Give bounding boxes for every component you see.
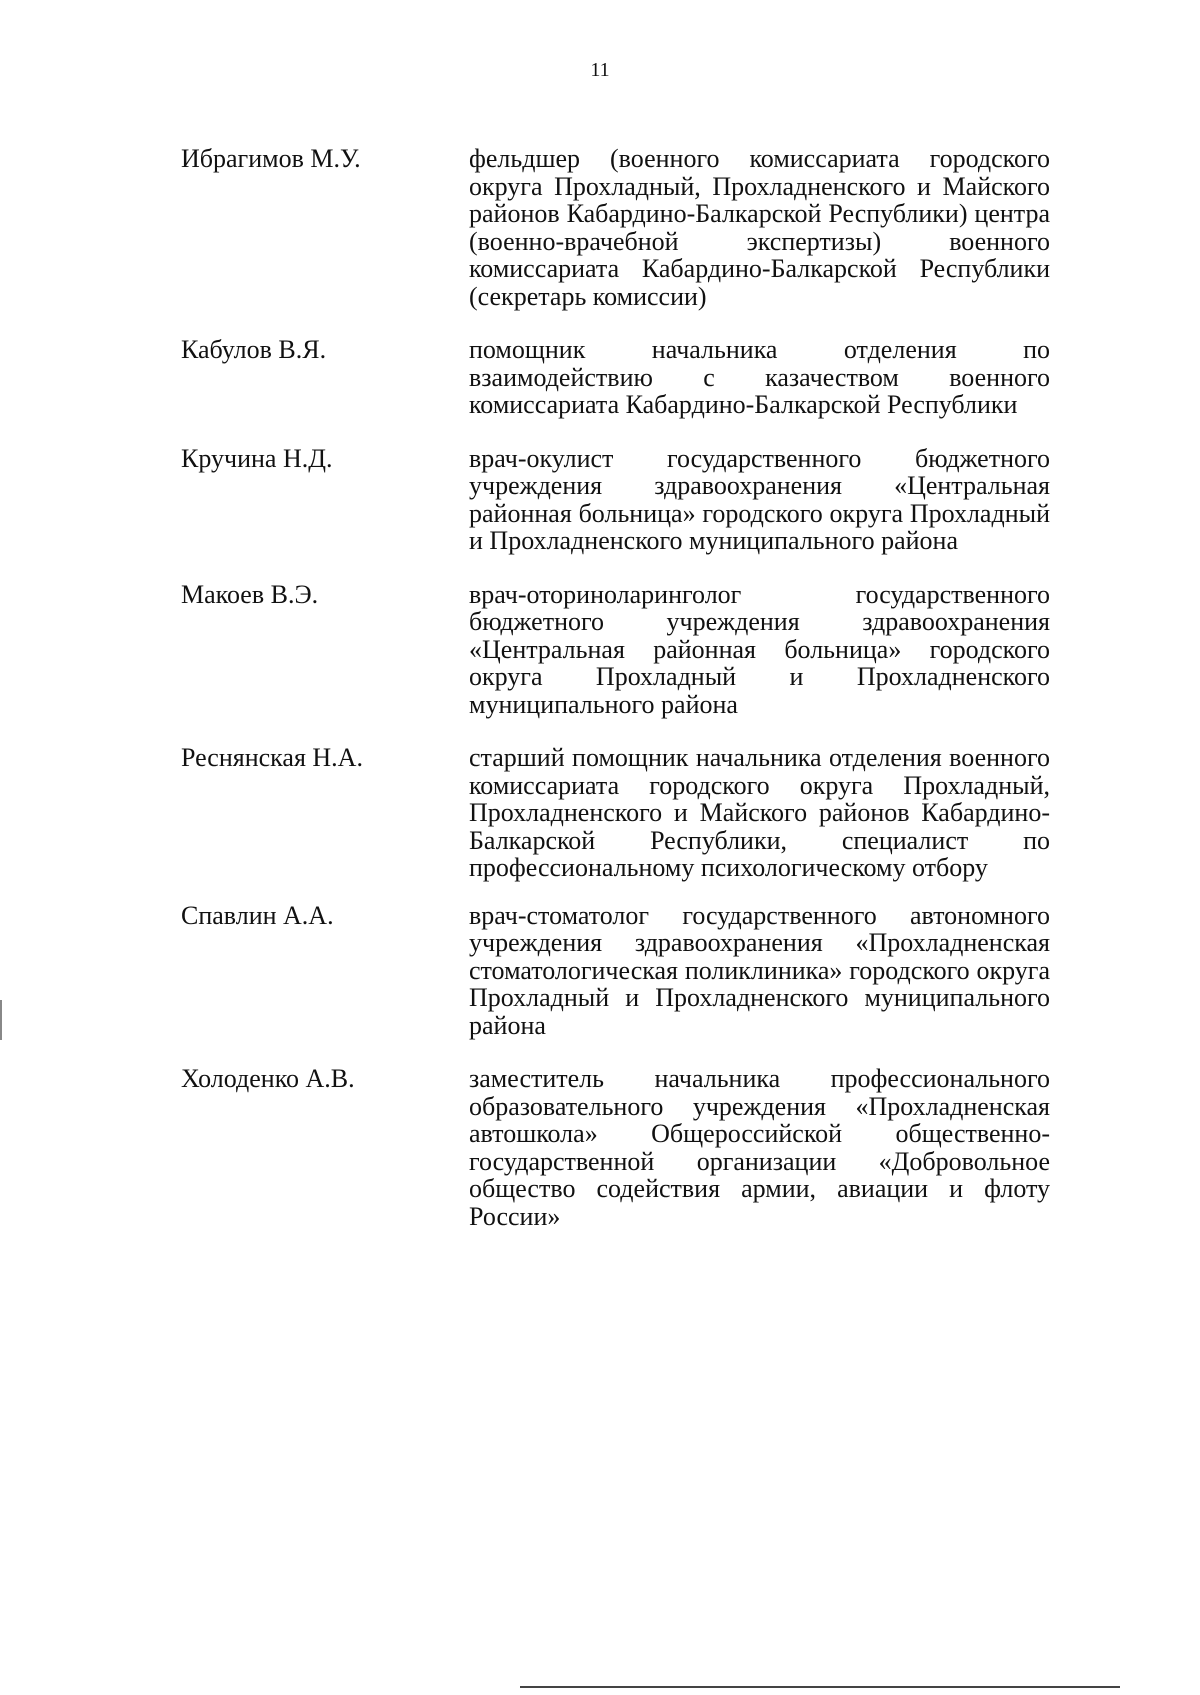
member-position: фельдшер (военного комиссариата городского округа Прохладный, Прохладненского и Майского районов Кабардино-Балкарской Республики) центра (военно-врачебной экспертизы) военного комиссариата Кабардино-Балкарской Республики (секретарь комиссии) (469, 144, 1050, 311)
list-item (0, 1065, 1200, 1230)
member-position: заместитель начальника профессионального образовательного учреждения «Прохладненская автошкола» Общероссийской общественно-государственной организации «Добровольное общество содействия армии, авиации и флоту России» (469, 1064, 1050, 1231)
list-item (0, 744, 1200, 882)
bottom-scan-line (520, 1686, 1120, 1688)
member-position: врач-окулист государственного бюджетного учреждения здравоохранения «Центральная районная больница» городского округа Прохладный и Прохладненского муниципального района (469, 443, 1050, 555)
page-number: 11 (590, 59, 610, 81)
member-position: помощник начальника отделения по взаимодействию с казачеством военного комиссариата Кабардино-Балкарской Республики (469, 335, 1050, 419)
member-list (0, 145, 1200, 1230)
list-item (0, 581, 1200, 719)
member-name: Холоденко А.В. (181, 1064, 355, 1093)
member-name: Кручина Н.Д. (181, 443, 333, 473)
list-item (0, 145, 1200, 310)
list-item (0, 445, 1200, 555)
member-position: старший помощник начальника отделения военного комиссариата городского округа Прохладный, Прохладненского и Майского районов Кабардино-Балкарской Республики, специалист по профессиональному психологическому отбору (469, 743, 1050, 882)
list-item (0, 902, 1200, 1040)
member-name: Макоев В.Э. (181, 579, 319, 609)
member-name: Кабулов В.Я. (181, 335, 327, 364)
member-name: Спавлин А.А. (181, 900, 334, 930)
member-position: врач-оториноларинголог государственного бюджетного учреждения здравоохранения «Центральная районная больница» городского округа Прохладный и Прохладненского муниципального района (469, 579, 1050, 719)
member-position: врач-стоматолог государственного автономного учреждения здравоохранения «Прохладненская стоматологическая поликлиника» городского округа Прохладный и Прохладненского муниципального района (469, 900, 1050, 1040)
scan-edge-mark (0, 1000, 2, 1040)
member-name: Реснянская Н.А. (181, 743, 363, 772)
member-name: Ибрагимов М.У. (181, 144, 361, 173)
list-item (0, 336, 1200, 419)
